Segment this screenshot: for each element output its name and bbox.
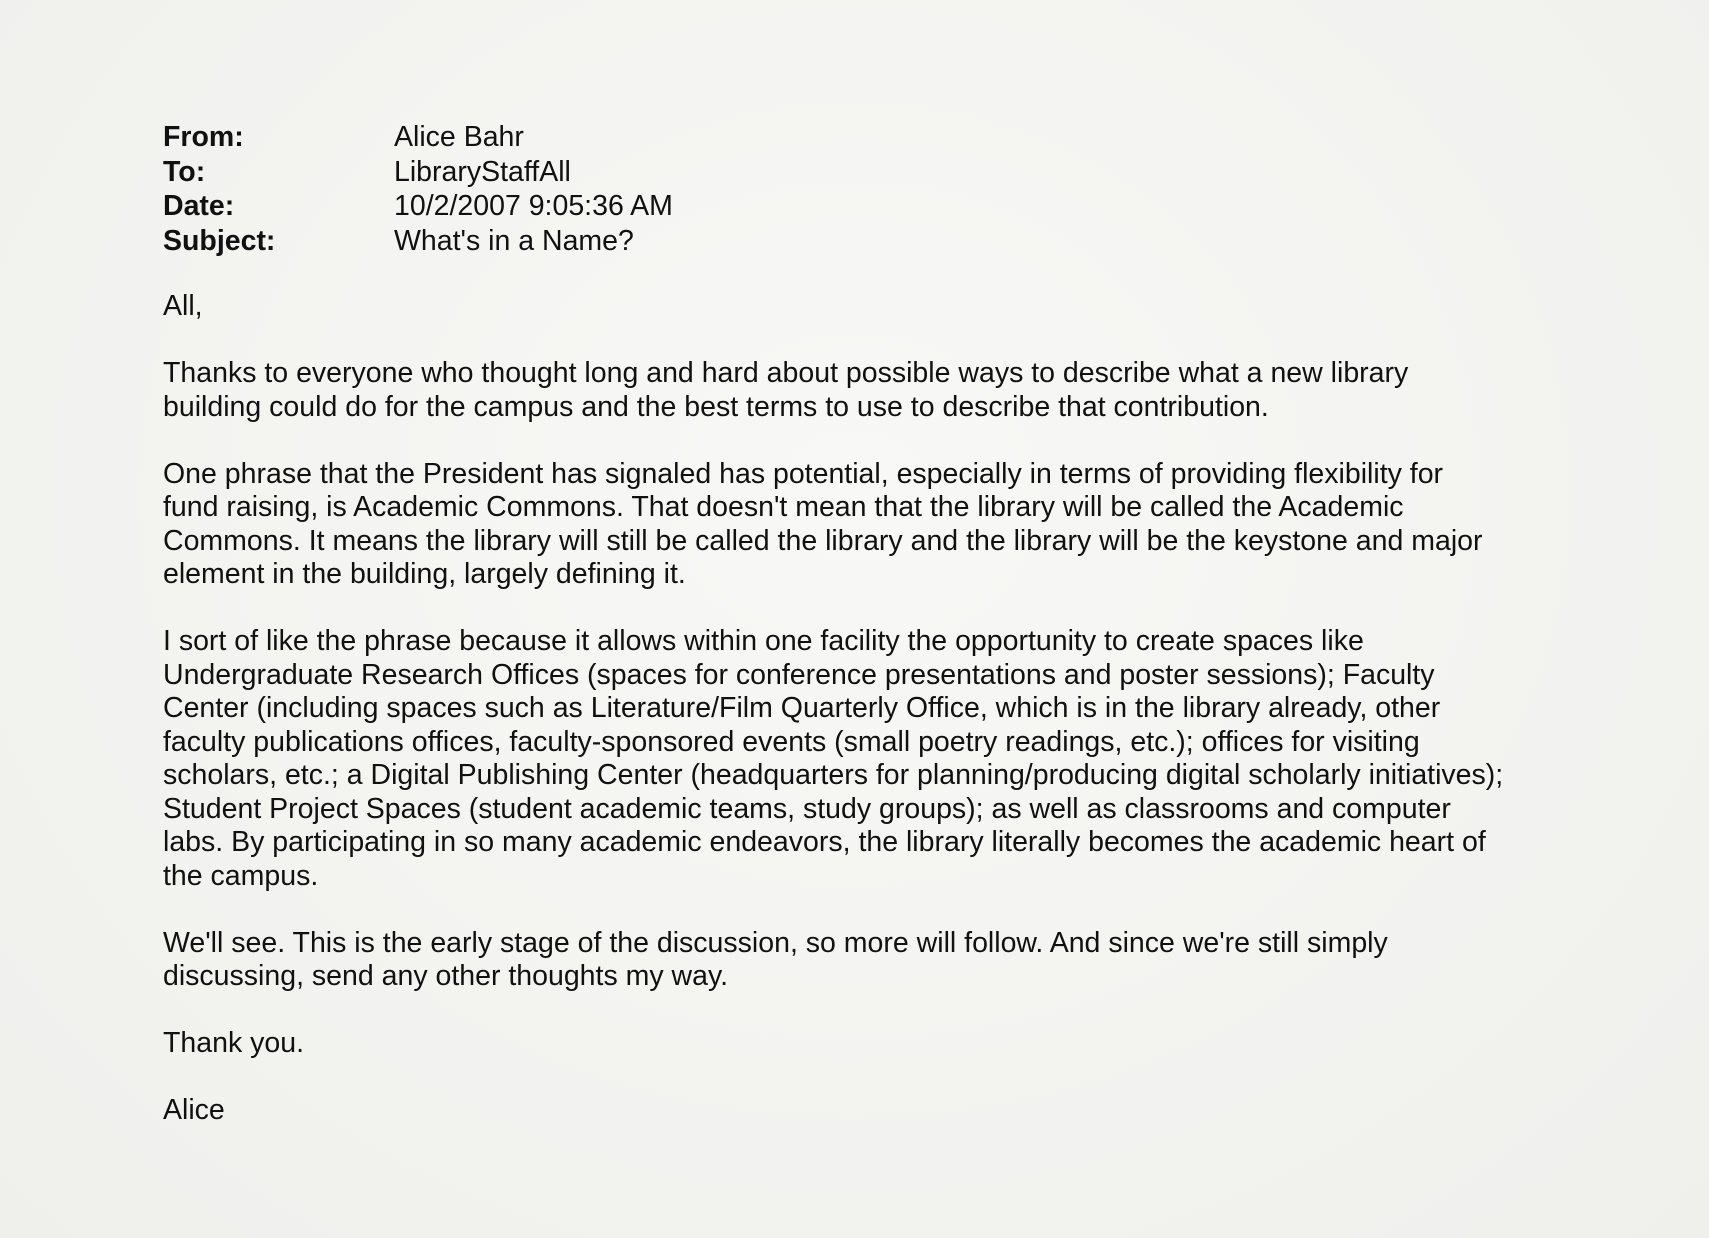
to-value: LibraryStaffAll (394, 155, 571, 188)
greeting: All, (163, 290, 203, 322)
header-row-subject (163, 224, 673, 259)
subject-value: What's in a Name? (394, 224, 634, 257)
date-label: Date: (163, 190, 235, 222)
subject-label: Subject: (163, 224, 276, 257)
paragraph-3: I sort of like the phrase because it allows within one facility the opportunity to create spaces like Undergraduate Research Offices (spaces for conference presentations and poster sessions); Faculty Center (including spaces such as Literature/Film Quarterly Office, which is in the library already, other faculty publications offices, faculty-sponsored events (small poetry readings, etc.); offices for visiting scholars, etc.; a Digital Publishing Center (headquarters for planning/producing digital scholarly initiatives); Student Project Spaces (student academic teams, study groups); as well as classrooms and computer labs. By participating in so many academic endeavors, the library literally becomes the academic heart of the campus. (163, 625, 1504, 892)
header-row-date (163, 189, 673, 224)
paragraph-2: One phrase that the President has signaled has potential, especially in terms of providing flexibility for fund raising, is Academic Commons. That doesn't mean that the library will be called the Academic Commons. It means the library will still be called the library and the library will be the keystone and major element in the building, largely defining it. (163, 457, 1483, 590)
email-header (163, 120, 673, 258)
header-row-from (163, 120, 673, 155)
paragraph-4: We'll see. This is the early stage of the discussion, so more will follow. And since we're still simply discussing, send any other thoughts my way. (163, 926, 1388, 992)
header-row-to (163, 155, 673, 190)
to-label: To: (163, 155, 206, 188)
from-value: Alice Bahr (394, 121, 524, 153)
paragraph-1: Thanks to everyone who thought long and hard about possible ways to describe what a new library building could do for the campus and the best terms to use to describe that contribution. (163, 357, 1409, 423)
signature: Alice (163, 1094, 225, 1126)
date-value: 10/2/2007 9:05:36 AM (394, 190, 673, 222)
from-label: From: (163, 121, 244, 153)
closing: Thank you. (163, 1027, 304, 1059)
email-body (163, 290, 1523, 1161)
